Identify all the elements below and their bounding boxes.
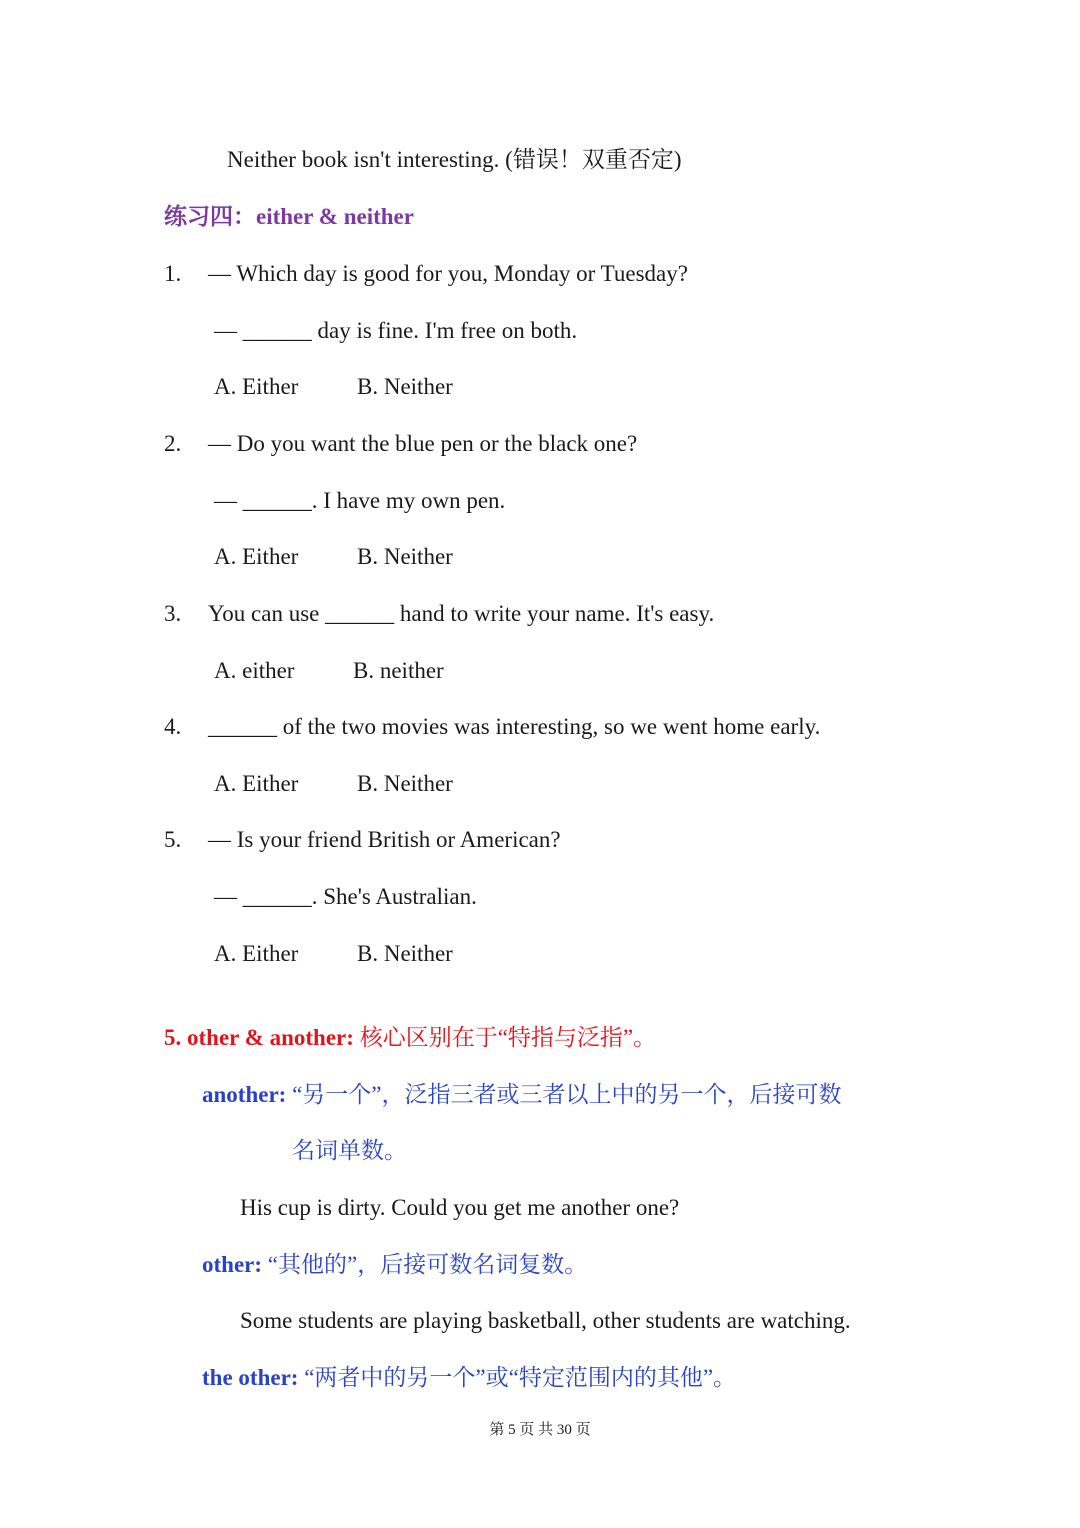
section-5-heading-cn: 核心区别在于“特指与泛指”。 bbox=[359, 1025, 657, 1050]
exercise-title: 练习四：either & neither bbox=[164, 204, 414, 229]
option-a: A. Either bbox=[214, 374, 299, 399]
option-a: A. Either bbox=[214, 941, 299, 966]
question-number: 3. bbox=[164, 601, 182, 626]
question-5-options bbox=[214, 939, 453, 969]
question-2 bbox=[164, 429, 637, 459]
option-b: B. neither bbox=[353, 658, 444, 683]
option-a: A. Either bbox=[214, 771, 299, 796]
question-text: — Do you want the blue pen or the black one? bbox=[208, 431, 638, 456]
other-example: Some students are playing basketball, other students are watching. bbox=[240, 1308, 851, 1333]
the-other-definition bbox=[202, 1363, 736, 1393]
other-term: other: bbox=[202, 1252, 263, 1277]
other-definition bbox=[202, 1250, 587, 1280]
section-5-heading bbox=[164, 1023, 656, 1053]
option-a: A. Either bbox=[214, 544, 299, 569]
section-5-heading-en: 5. other & another: bbox=[164, 1025, 354, 1050]
the-other-term: the other: bbox=[202, 1365, 299, 1390]
another-example: His cup is dirty. Could you get me another one? bbox=[240, 1195, 680, 1220]
option-b: B. Neither bbox=[357, 771, 453, 796]
question-number: 1. bbox=[164, 261, 182, 286]
question-number: 2. bbox=[164, 431, 182, 456]
question-text: — Is your friend British or American? bbox=[208, 827, 561, 852]
page-footer: 第 5 页 共 30 页 bbox=[489, 1422, 591, 1438]
other-def-text: “其他的”，后接可数名词复数。 bbox=[267, 1252, 588, 1277]
another-term: another: bbox=[202, 1082, 287, 1107]
another-def-continued: 名词单数。 bbox=[292, 1138, 407, 1163]
question-text: You can use ______ hand to write your name. It's easy. bbox=[208, 601, 715, 626]
question-2-answer-line: — ______. I have my own pen. bbox=[214, 488, 506, 513]
question-text: ______ of the two movies was interesting, so we went home early. bbox=[208, 714, 821, 739]
another-def-text: “另一个”，泛指三者或三者以上中的另一个，后接可数 bbox=[292, 1082, 842, 1107]
another-definition bbox=[202, 1080, 842, 1110]
question-number: 4. bbox=[164, 714, 182, 739]
question-3 bbox=[164, 599, 714, 629]
question-4 bbox=[164, 712, 820, 742]
option-b: B. Neither bbox=[357, 544, 453, 569]
question-3-options bbox=[214, 656, 444, 686]
question-5-answer-line: — ______. She's Australian. bbox=[214, 884, 477, 909]
question-5 bbox=[164, 825, 561, 855]
the-other-def-text: “两者中的另一个”或“特定范围内的其他”。 bbox=[304, 1365, 737, 1390]
question-1 bbox=[164, 259, 688, 289]
top-example: Neither book isn't interesting. (错误！双重否定) bbox=[227, 147, 682, 172]
question-text: — Which day is good for you, Monday or Tuesday? bbox=[208, 261, 688, 286]
question-1-answer-line: — ______ day is fine. I'm free on both. bbox=[214, 318, 578, 343]
option-b: B. Neither bbox=[357, 941, 453, 966]
option-b: B. Neither bbox=[357, 374, 453, 399]
option-a: A. either bbox=[214, 658, 295, 683]
question-2-options bbox=[214, 542, 453, 572]
question-4-options bbox=[214, 769, 453, 799]
question-1-options bbox=[214, 372, 453, 402]
question-number: 5. bbox=[164, 827, 182, 852]
